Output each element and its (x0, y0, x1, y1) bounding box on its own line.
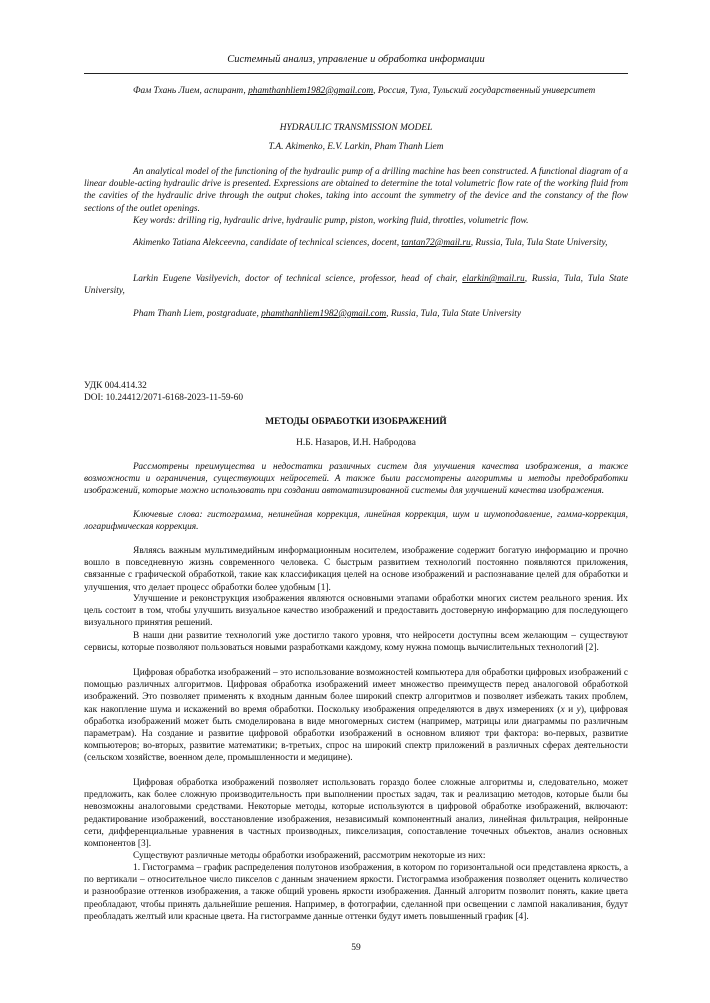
prev-author-2: Larkin Eugene Vasilyevich, doctor of technical science, professor, head of chair, elarkin@mail.ru, Russia, Tula, Tula State University, (84, 274, 628, 297)
prev-authors-en: T.A. Akimenko, E.V. Larkin, Pham Thanh Liem (268, 142, 444, 152)
doi: DOI: 10.24412/2071-6168-2023-11-59-60 (84, 393, 244, 403)
article-keywords: Ключевые слова: гистограмма, нелинейная коррекция, линейная коррекция, шум и шумоподавление, гамма-коррекция, логарифмическая коррекция. (84, 510, 628, 533)
prev-title-en: HYDRAULIC TRANSMISSION MODEL (279, 123, 433, 133)
prev-author-info: Фам Тхань Лием, аспирант, phamthanhliem1982@gmail.com, Россия, Тула, Тульский государственный университет (133, 86, 596, 96)
prev-keywords-en: Key words: drilling rig, hydraulic drive, hydraulic pump, piston, working fluid, throttles, volumetric flow. (133, 216, 529, 226)
paragraph-7: 1. Гистограмма – график распределения полутонов изображения, в котором по горизонтальной оси представлена яркость, а по вертикали – относительное число пикселов с данным значением яркости. Гистограмма изображения позволяет оценить количество и разнообразие оттенков изображения, а также общий уровень яркости изображения. Данный алгоритм позволит понять, какие цвета преобладают, чтобы принять дальнейшие решения. Например, в фотографии, сделанной при освещении с лампой накаливания, будут преобладать желтый или красные цвета. На гистограмме данные оттенки будут иметь повышенный график [4]. (84, 863, 628, 922)
paragraph-1: Являясь важным мультимедийным информационным носителем, изображение содержит богатую информацию и прочно вошло в повседневную жизнь современного человека. С быстрым развитием технологий постоянно появляются приложения, связанные с графической обработкой, такие как классификация целей на основе изображений и распознавание целей для обработки и улучшения, что делает процесс обработки более удобным [1]. (84, 546, 628, 593)
paragraph-2: Улучшение и реконструкция изображения являются основными этапами обработки многих систем реального зрения. Их цель состоит в том, чтобы улучшить визуальное качество изображений и предоставить достоверную информацию для последующего визуального принятия решений. (84, 594, 628, 629)
prev-author-1: Akimenko Tatiana Alekceevna, candidate of technical sciences, docent, tantan72@mail.ru, Russia, Tula, Tula State University, (133, 238, 608, 248)
author-email-link[interactable]: tantan72@mail.ru (401, 238, 471, 248)
author-email-link[interactable]: phamthanhliem1982@gmail.com (248, 86, 374, 96)
page-number: 59 (351, 943, 361, 953)
article-abstract: Рассмотрены преимущества и недостатки различных систем для улучшения качества изображения, а также возможности и ограничения, существующих нейросетей. А также были рассмотрены алгоритмы и методы предобработки изображений, которые можно использовать при создании автоматизированной системы для улучшений качества изображения. (84, 462, 628, 497)
udk: УДК 004.414.32 (84, 381, 147, 391)
article-title: МЕТОДЫ ОБРАБОТКИ ИЗОБРАЖЕНИЙ (265, 417, 447, 427)
prev-abstract-en: An analytical model of the functioning of the hydraulic pump of a drilling machine has been constructed. A functional diagram of a linear double-acting hydraulic drive is presented. Expressions are obtained to determine the total volumetric flow rate of the working fluid from the cavities of the hydraulic drive through the output chokes, taking into account the symmetry of the device and the constancy of the flow sections of the outlet openings. (84, 167, 628, 214)
paragraph-4: Цифровая обработка изображений – это использование возможностей компьютера для обработки цифровых изображений с помощью различных алгоритмов. Цифровая обработка изображений имеет множество преимуществ перед аналоговой обработкой изображений. Это позволяет применять к входным данным более широкий спектр алгоритмов и позволяет избежать таких проблем, как накопление шума и искажений во время обработки. Поскольку изображения определяются в двух измерениях (x и y), цифровая обработка изображений может быть смоделирована в виде многомерных систем (например, матрицы или диаграммы по различным параметрам). На создание и развитие цифровой обработки изображений в основном влияют три фактора: во-первых, развитие компьютеров; во-вторых, развитие математики; в-третьих, спрос на широкий спектр приложений в различных сферах деятельности (сельском хозяйстве, военном деле, промышленности и медицине). (84, 668, 628, 764)
author-email-link[interactable]: elarkin@mail.ru (462, 274, 525, 284)
author-email-link[interactable]: phamthanhliem1982@gmail.com (261, 309, 387, 319)
running-head: Системный анализ, управление и обработка информации (227, 54, 485, 65)
paragraph-3: В наши дни развитие технологий уже достигло такого уровня, что нейросети доступны всем желающим – существуют сервисы, которые позволяют пользоваться новыми разработками каждому, кому нужна помощь вычислительных технологий [2]. (84, 631, 628, 654)
paragraph-5: Цифровая обработка изображений позволяет использовать гораздо более сложные алгоритмы и, следовательно, может предложить, как более сложную производительность при выполнении простых задач, так и реализацию методов, которые были бы невозможны аналоговыми средствами. Некоторые методы, которые используются в цифровой обработке изображений, включают: редактирование изображений, восстановление изображения, независимый компонентный анализ, линейная фильтрация, нейронные сети, дифференциальные уравнения в частных производных, пикселизация, сопоставление точечных объектов, анализ основных компонентов [3]. (84, 778, 628, 850)
paragraph-6: Существуют различные методы обработки изображений, рассмотрим некоторые из них: (133, 851, 486, 861)
header-rule (84, 73, 628, 74)
article-authors: Н.Б. Назаров, И.Н. Набродова (296, 438, 416, 448)
prev-author-3: Pham Thanh Liem, postgraduate, phamthanhliem1982@gmail.com, Russia, Tula, Tula State University (133, 309, 522, 319)
